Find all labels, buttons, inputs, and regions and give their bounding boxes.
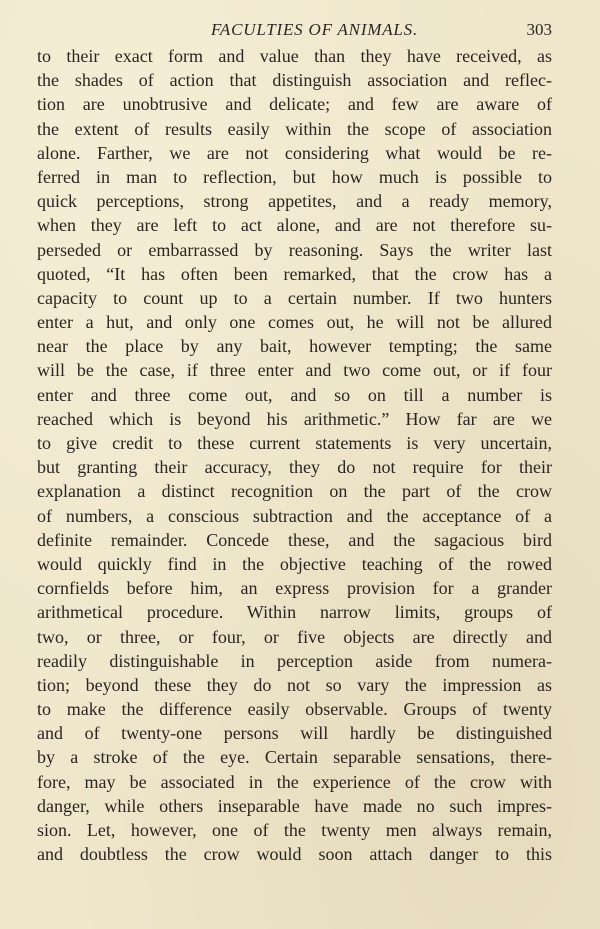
running-head bbox=[37, 20, 552, 44]
text-line: will be the case, if three enter and two come out, or if four bbox=[37, 360, 552, 381]
running-head-title: FACULTIES OF ANIMALS. bbox=[210, 20, 419, 39]
text-line: but granting their accuracy, they do not require for their bbox=[37, 457, 552, 478]
text-line: near the place by any bait, however tempting; the same bbox=[37, 336, 552, 357]
text-line: definite remainder. Concede these, and the sagacious bird bbox=[37, 529, 552, 550]
text-line: the extent of results easily within the scope of association bbox=[37, 118, 552, 139]
text-line: readily distinguishable in perception aside from numera- bbox=[37, 650, 552, 671]
text-line: to give credit to these current statements is very uncertain, bbox=[37, 433, 552, 453]
text-line: tion; beyond these they do not so vary the impression as bbox=[37, 674, 552, 695]
text-line: sion. Let, however, one of the twenty men always remain, bbox=[37, 820, 552, 840]
text-line: explanation a distinct recognition on the part of the crow bbox=[37, 481, 552, 502]
text-line: would quickly find in the objective teaching of the rowed bbox=[37, 553, 552, 574]
text-line: when they are left to act alone, and are not therefore su- bbox=[37, 215, 552, 236]
text-line: to make the difference easily observable. Groups of twenty bbox=[37, 699, 552, 720]
text-line: and doubtless the crow would soon attach danger to this bbox=[37, 844, 552, 865]
body-text bbox=[37, 44, 552, 866]
text-line: ferred in man to reflection, but how much is possible to bbox=[37, 166, 552, 187]
text-line: two, or three, or four, or five objects are directly and bbox=[37, 626, 552, 647]
page-number: 303 bbox=[526, 20, 552, 39]
text-line: reached which is beyond his arithmetic.” How far are we bbox=[37, 408, 552, 429]
text-line: arithmetical procedure. Within narrow limits, groups of bbox=[37, 602, 552, 623]
text-line: to their exact form and value than they have received, as bbox=[37, 46, 552, 66]
text-line: enter and three come out, and so on till a number is bbox=[37, 384, 552, 405]
text-line: alone. Farther, we are not considering what would be re- bbox=[37, 142, 552, 163]
text-line: quoted, “It has often been remarked, that the crow has a bbox=[37, 263, 552, 284]
text-line: capacity to count up to a certain number. If two hunters bbox=[37, 287, 552, 308]
text-line: the shades of action that distinguish association and reflec- bbox=[37, 70, 552, 91]
text-line: cornfields before him, an express provision for a grander bbox=[37, 578, 552, 599]
text-line: and of twenty-one persons will hardly be distinguished bbox=[37, 723, 552, 744]
text-line: fore, may be associated in the experience of the crow with bbox=[37, 771, 552, 792]
text-line: danger, while others inseparable have made no such impres- bbox=[37, 795, 552, 816]
text-line: enter a hut, and only one comes out, he will not be allured bbox=[37, 312, 552, 333]
text-line: of numbers, a conscious subtraction and the acceptance of a bbox=[37, 505, 552, 526]
text-line: perseded or embarrassed by reasoning. Says the writer last bbox=[37, 239, 552, 260]
text-line: by a stroke of the eye. Certain separable sensations, there- bbox=[37, 747, 552, 768]
text-line: tion are unobtrusive and delicate; and few are aware of bbox=[37, 94, 552, 115]
text-line: quick perceptions, strong appetites, and a ready memory, bbox=[37, 191, 552, 212]
